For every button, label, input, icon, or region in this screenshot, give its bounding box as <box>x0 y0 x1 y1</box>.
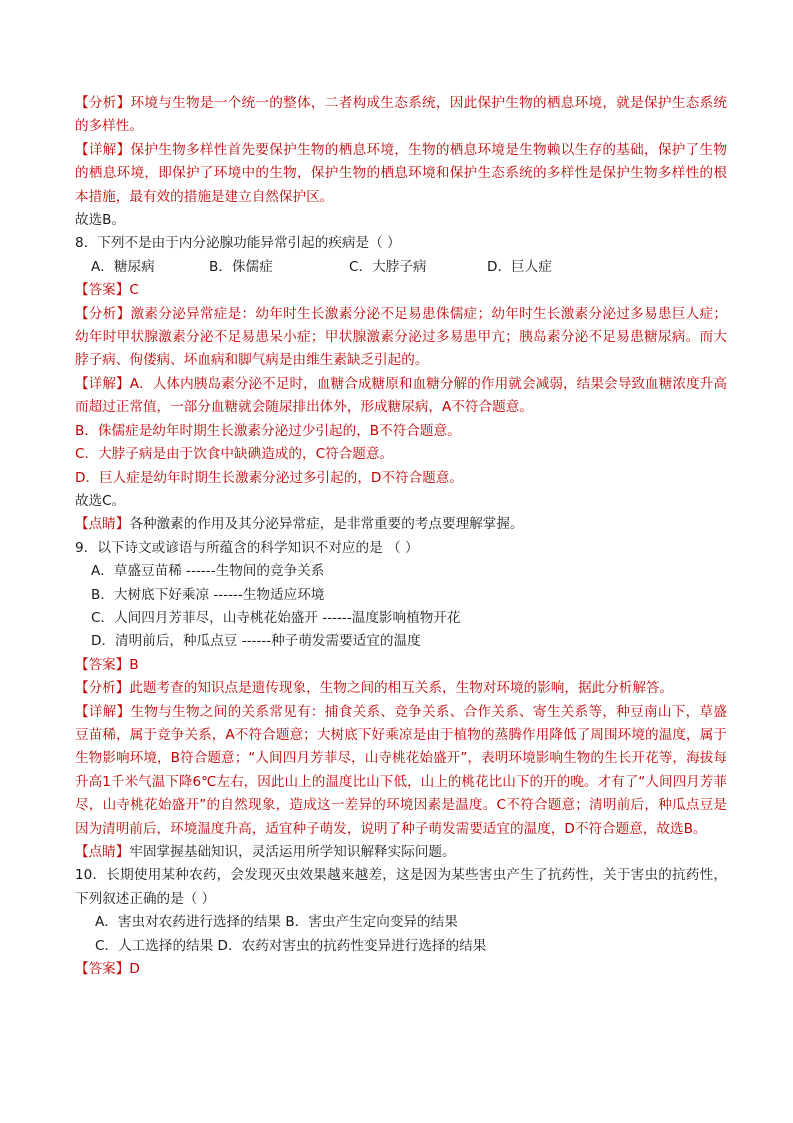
option-c: C．人间四月芳菲尽，山寺桃花始盛开 ------温度影响植物开花 <box>91 609 461 626</box>
answer-tag: 【答案】 <box>75 282 130 299</box>
options-cd: C．人工选择的结果 D．农药对害虫的抗药性变异进行选择的结果 <box>95 937 487 954</box>
question-8-options <box>75 256 727 279</box>
detail-text-d: D．巨人症是幼年时期生长激素分泌过多引起的，D不符合题意。 <box>75 469 463 486</box>
points-text: 牢固掌握基础知识，灵活运用所学知识解释实际问题。 <box>129 844 456 860</box>
detail-paragraph <box>75 373 727 420</box>
option-b: B．大树底下好乘凉 ------生物适应环境 <box>91 586 325 603</box>
answer-value: C <box>129 282 139 299</box>
answer-tag: 【答案】 <box>75 961 130 978</box>
analysis-paragraph <box>75 677 727 700</box>
detail-paragraph <box>75 701 727 841</box>
answer-line <box>75 958 727 981</box>
analysis-paragraph <box>75 303 727 373</box>
detail-text: 保护生物多样性首先要保护生物的栖息环境，生物的栖息环境是生物赖以生存的基础，保护了生物的栖息环境，即保护了环境中的生物，保护生物的栖息环境和保护生态系统的多样性是保护生物多样性的根本措施，最有效的措施是建立自然保护区。 <box>75 141 727 205</box>
detail-text: 生物与生物之间的关系常见有：捕食关系、竞争关系、合作关系、寄生关系等，种豆南山下，草盛豆苗稀，属于竞争关系，A不符合题意；大树底下好乘凉是由于植物的蒸腾作用降低了周围环境的温度，属于生物影响环境，B符合题意；“人间四月芳菲尽，山寺桃花始盛开”，表明环境影响生物的生长开花等，海拔每升高1千米气温下降6℃左右，因此山上的温度比山下低，山上的桃花比山下的开的晚。才有了“人间四月芳菲尽，山寺桃花始盛开”的自然现象，造成这一差异的环境因素是温度。C不符合题意；清明前后，种瓜点豆是因为清明前后，环境温度升高，适宜种子萌发，说明了种子萌发需要适宜的温度，D不符合题意，故选B。 <box>75 703 727 837</box>
option-b: B．侏儒症 <box>209 258 273 275</box>
choice-text: 故选C。 <box>75 492 126 509</box>
detail-tag: 【详解】 <box>75 703 131 720</box>
option-c: C．大脖子病 <box>349 258 427 275</box>
analysis-tag: 【分析】 <box>75 305 131 322</box>
choice-text: 故选B。 <box>75 212 126 229</box>
detail-text-b: B．侏儒症是幼年时期生长激素分泌过少引起的，B不符合题意。 <box>75 422 461 439</box>
points-tag: 【点睛】 <box>75 844 130 860</box>
detail-tag: 【详解】 <box>75 141 131 158</box>
analysis-tag: 【分析】 <box>75 680 130 697</box>
option-a: A．糖尿病 <box>91 258 155 275</box>
points-paragraph <box>75 513 727 536</box>
document-page <box>75 92 727 981</box>
option-d: D．清明前后，种瓜点豆 ------种子萌发需要适宜的温度 <box>91 633 421 650</box>
detail-text-c: C．大脖子病是由于饮食中缺碘造成的，C符合题意。 <box>75 446 394 463</box>
question-9-stem: 9．以下诗文或谚语与所蕴含的科学知识不对应的是 （ ） <box>75 539 419 556</box>
detail-tag: 【详解】 <box>75 375 130 392</box>
analysis-text: 此题考查的知识点是遗传现象，生物之间的相互关系，生物对环境的影响，据此分析解答。 <box>129 680 674 697</box>
detail-paragraph <box>75 139 727 209</box>
answer-line <box>75 279 727 302</box>
option-a: A．草盛豆苗稀 ------生物间的竞争关系 <box>91 563 325 580</box>
points-text: 各种激素的作用及其分泌异常症，是非常重要的考点要理解掌握。 <box>129 516 524 533</box>
answer-value: B <box>129 656 139 673</box>
analysis-text: 激素分泌异常症是：幼年时生长激素分泌不足易患侏儒症；幼年时生长激素分泌过多易患巨人症；幼年时甲状腺激素分泌不足易患呆小症；甲状腺激素分泌过多易患甲亢；胰岛素分泌不足易患糖尿病。而大脖子病、佝偻病、坏血病和脚气病是由维生素缺乏引起的。 <box>75 305 727 369</box>
option-d: D．巨人症 <box>487 258 552 275</box>
answer-tag: 【答案】 <box>75 656 130 673</box>
analysis-tag: 【分析】 <box>75 95 131 111</box>
detail-text-a: A．人体内胰岛素分泌不足时，血糖合成糖原和血糖分解的作用就会减弱，结果会导致血糖浓度升高而超过正常值，一部分血糖就会随尿排出体外，形成糖尿病，A不符合题意。 <box>75 375 728 416</box>
points-paragraph <box>75 841 727 864</box>
answer-value: D <box>129 961 140 978</box>
question-8-stem: 8．下列不是由于内分泌腺功能异常引起的疾病是（ ） <box>75 235 401 252</box>
answer-line <box>75 654 727 677</box>
points-tag: 【点睛】 <box>75 516 130 533</box>
options-ab: A．害虫对农药进行选择的结果 B．害虫产生定向变异的结果 <box>95 914 458 931</box>
analysis-paragraph <box>75 92 727 139</box>
question-10-stem: 10．长期使用某种农药，会发现灭虫效果越来越差，这是因为某些害虫产生了抗药性，关于害虫的抗药性，下列叙述正确的是（ ） <box>75 867 727 907</box>
analysis-text: 环境与生物是一个统一的整体，二者构成生态系统，因此保护生物的栖息环境，就是保护生态系统的多样性。 <box>75 95 727 135</box>
